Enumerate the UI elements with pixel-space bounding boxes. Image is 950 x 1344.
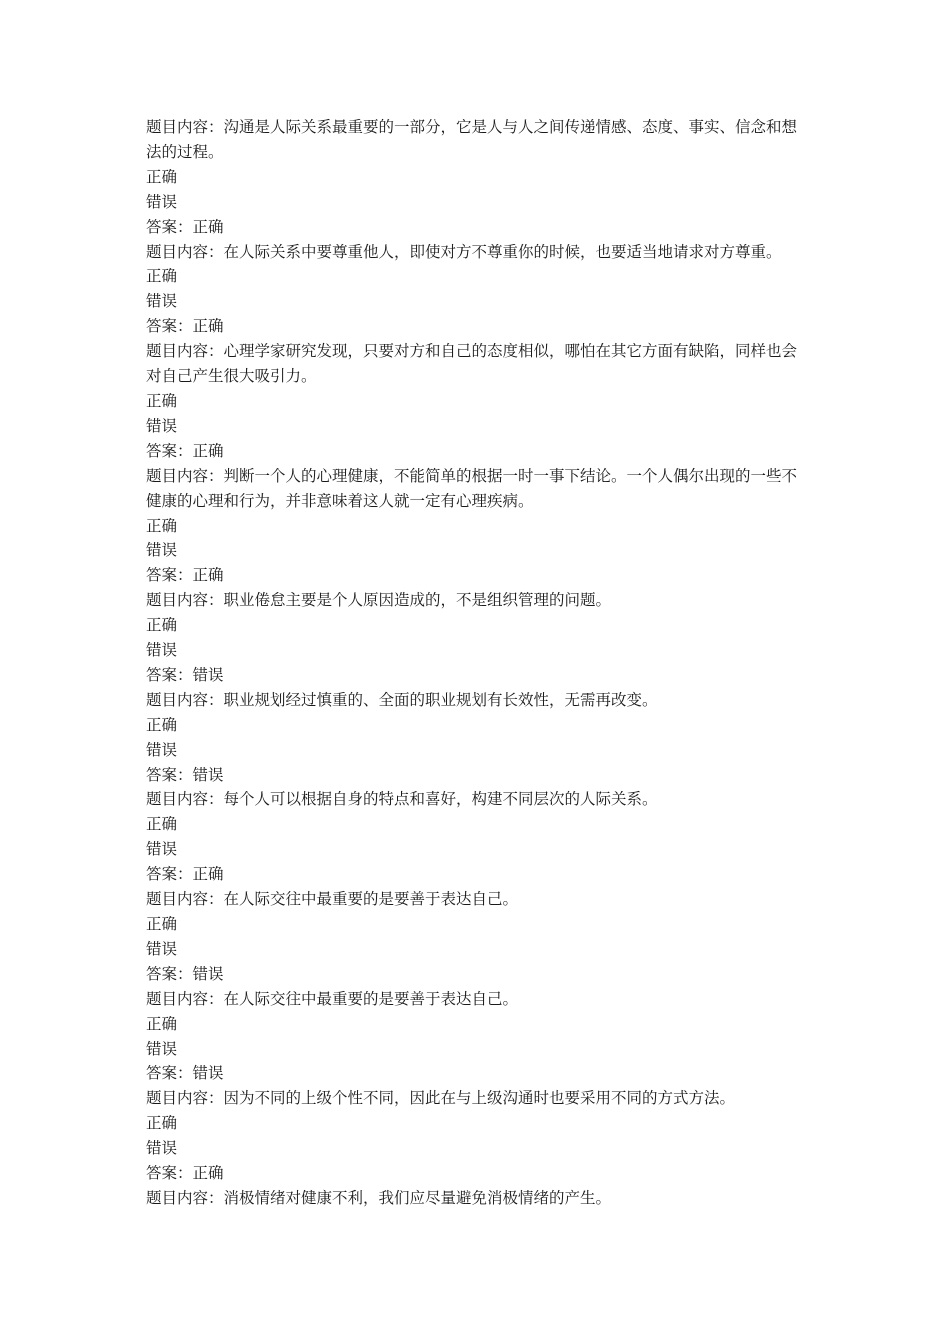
answer-line: 答案：正确 <box>146 317 224 336</box>
option-correct: 正确 <box>146 815 178 834</box>
question-block <box>146 588 810 688</box>
question-block <box>146 688 810 788</box>
question-block <box>146 987 810 1087</box>
question-content: 题目内容：职业规划经过慎重的、全面的职业规划有长效性，无需再改变。 <box>146 690 658 709</box>
question-block <box>146 464 810 589</box>
option-correct: 正确 <box>146 167 178 186</box>
question-block <box>146 115 810 240</box>
option-correct: 正确 <box>146 915 178 933</box>
option-wrong: 错误 <box>146 541 178 560</box>
answer-line: 答案：错误 <box>146 1064 224 1083</box>
option-wrong: 错误 <box>146 416 178 435</box>
option-wrong: 错误 <box>146 1039 178 1058</box>
question-block <box>146 1086 810 1186</box>
question-content: 题目内容：在人际关系中要尊重他人，即使对方不尊重你的时候，也要适当地请求对方尊重。 <box>146 242 782 261</box>
document-page <box>146 115 810 1211</box>
answer-line: 答案：正确 <box>146 865 224 884</box>
option-wrong: 错误 <box>146 939 178 958</box>
option-wrong: 错误 <box>146 192 178 211</box>
option-wrong: 错误 <box>146 1139 178 1158</box>
question-content: 题目内容：在人际交往中最重要的是要善于表达自己。 <box>146 890 519 909</box>
question-content: 题目内容：心理学家研究发现，只要对方和自己的态度相似，哪怕在其它方面有缺陷，同样也会对自己产生很大吸引力。 <box>146 342 798 386</box>
question-content: 题目内容：在人际交往中最重要的是要善于表达自己。 <box>146 989 519 1008</box>
answer-line: 答案：正确 <box>146 566 224 585</box>
question-block <box>146 339 810 464</box>
answer-line: 答案：错误 <box>146 765 224 784</box>
option-wrong: 错误 <box>146 641 178 660</box>
answer-line: 答案：错误 <box>146 665 224 684</box>
option-wrong: 错误 <box>146 740 178 759</box>
option-correct: 正确 <box>146 516 178 535</box>
answer-line: 答案：错误 <box>146 964 224 983</box>
question-block <box>146 887 810 987</box>
question-content: 题目内容：因为不同的上级个性不同，因此在与上级沟通时也要采用不同的方式方法。 <box>146 1089 736 1108</box>
question-content: 题目内容：职业倦怠主要是个人原因造成的，不是组织管理的问题。 <box>146 591 612 610</box>
option-correct: 正确 <box>146 616 178 635</box>
question-content: 题目内容：判断一个人的心理健康，不能简单的根据一时一事下结论。一个人偶尔出现的一些不健康的心理和行为，并非意味着这人就一定有心理疾病。 <box>146 466 798 510</box>
option-correct: 正确 <box>146 1014 178 1033</box>
question-content: 题目内容：每个人可以根据自身的特点和喜好，构建不同层次的人际关系。 <box>146 790 658 809</box>
question-content: 题目内容：消极情绪对健康不利，我们应尽量避免消极情绪的产生。 <box>146 1188 612 1207</box>
answer-line: 答案：正确 <box>146 217 224 236</box>
question-block <box>146 787 810 887</box>
question-content: 题目内容：沟通是人际关系最重要的一部分，它是人与人之间传递情感、态度、事实、信念和想法的过程。 <box>146 118 798 161</box>
option-wrong: 错误 <box>146 840 178 859</box>
option-correct: 正确 <box>146 267 178 286</box>
option-correct: 正确 <box>146 715 178 734</box>
option-correct: 正确 <box>146 1114 178 1133</box>
option-wrong: 错误 <box>146 292 178 311</box>
answer-line: 答案：正确 <box>146 441 224 460</box>
answer-line: 答案：正确 <box>146 1164 224 1183</box>
question-block <box>146 240 810 340</box>
question-block <box>146 1186 810 1211</box>
option-correct: 正确 <box>146 391 178 410</box>
